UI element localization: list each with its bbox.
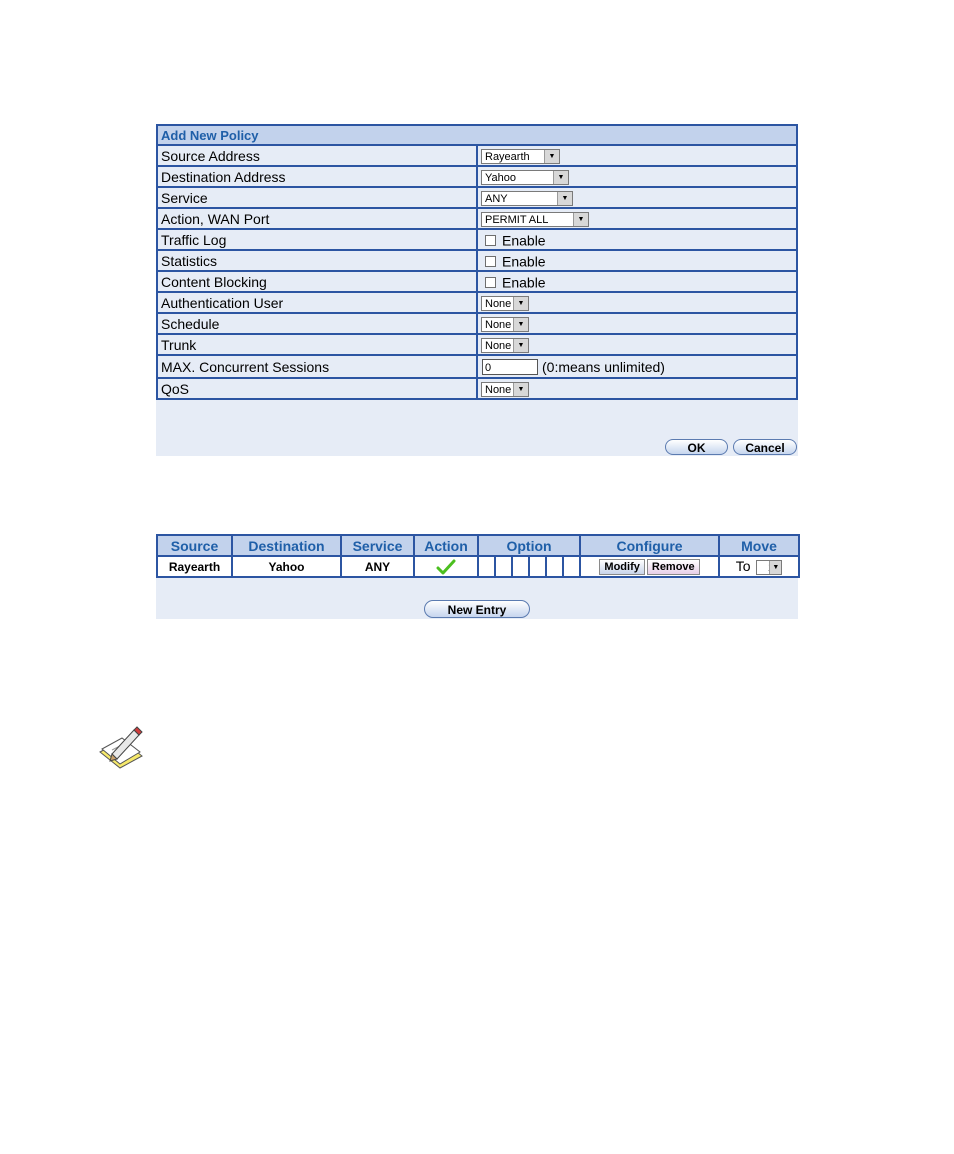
option-cell [512,556,529,577]
row-source: Rayearth [157,556,232,577]
move-header: Move [719,535,799,556]
authentication-user-label: Authentication User [157,292,477,313]
chevron-down-icon: ▼ [513,383,528,396]
row-service [157,187,797,208]
qos-label: QoS [157,378,477,399]
policy-form-table [156,124,798,400]
option-cell [546,556,563,577]
new-entry-button[interactable]: New Entry [424,600,530,618]
qos-value: None [485,383,512,396]
option-cell [529,556,546,577]
chevron-down-icon: ▼ [513,339,528,352]
qos-select[interactable] [481,382,529,397]
content-blocking-enable-label: Enable [502,274,546,291]
row-traffic-log [157,229,797,250]
schedule-value: None [485,318,512,331]
row-max-sessions [157,355,797,378]
row-service: ANY [341,556,414,577]
action-wan-port-select[interactable] [481,212,589,227]
row-action-wan-port [157,208,797,229]
row-source-address [157,145,797,166]
destination-address-value: Yahoo [485,171,516,184]
modify-button[interactable]: Modify [599,559,644,575]
chevron-down-icon: ▼ [513,318,528,331]
schedule-select[interactable] [481,317,529,332]
trunk-select[interactable] [481,338,529,353]
destination-address-select[interactable] [481,170,569,185]
statistics-enable-label: Enable [502,253,546,270]
destination-header: Destination [232,535,341,556]
chevron-down-icon: ▼ [557,192,572,205]
trunk-value: None [485,339,512,352]
service-header: Service [341,535,414,556]
source-header: Source [157,535,232,556]
remove-button[interactable]: Remove [647,559,700,575]
policy-list-table [156,534,800,578]
row-schedule [157,313,797,334]
schedule-label: Schedule [157,313,477,334]
chevron-down-icon: ▼ [513,297,528,310]
move-to-label: To [735,558,751,575]
note-pencil-icon [98,726,144,770]
chevron-down-icon: ▼ [544,150,559,163]
option-cell [478,556,495,577]
traffic-log-label: Traffic Log [157,229,477,250]
source-address-label: Source Address [157,145,477,166]
max-sessions-hint: (0:means unlimited) [542,359,665,376]
cancel-button[interactable]: Cancel [733,439,797,455]
authentication-user-value: None [485,297,512,310]
move-position-select[interactable] [756,560,782,575]
option-cell [563,556,580,577]
action-wan-port-value: PERMIT ALL [485,213,549,226]
chevron-down-icon: ▼ [573,213,588,226]
max-sessions-input[interactable]: 0 [482,359,538,375]
statistics-label: Statistics [157,250,477,271]
option-header: Option [478,535,580,556]
configure-header: Configure [580,535,719,556]
source-address-value: Rayearth [485,150,530,163]
service-select[interactable] [481,191,573,206]
list-header-row [157,535,799,556]
service-label: Service [157,187,477,208]
add-new-policy-form [156,124,798,456]
content-blocking-label: Content Blocking [157,271,477,292]
chevron-down-icon: ▼ [769,561,781,574]
content-blocking-checkbox[interactable] [485,277,496,288]
source-address-select[interactable] [481,149,560,164]
chevron-down-icon: ▼ [553,171,568,184]
table-row [157,556,799,577]
option-cell [495,556,512,577]
destination-address-label: Destination Address [157,166,477,187]
row-content-blocking [157,271,797,292]
max-sessions-label: MAX. Concurrent Sessions [157,355,477,378]
row-trunk [157,334,797,355]
action-wan-port-label: Action, WAN Port [157,208,477,229]
trunk-label: Trunk [157,334,477,355]
row-statistics [157,250,797,271]
row-destination: Yahoo [232,556,341,577]
service-value: ANY [485,192,508,205]
statistics-checkbox[interactable] [485,256,496,267]
traffic-log-checkbox[interactable] [485,235,496,246]
green-check-icon [436,559,456,575]
row-authentication-user [157,292,797,313]
form-title: Add New Policy [157,125,797,145]
policy-list [156,534,798,619]
action-header: Action [414,535,478,556]
row-qos [157,378,797,399]
row-destination-address [157,166,797,187]
traffic-log-enable-label: Enable [502,232,546,249]
authentication-user-select[interactable] [481,296,529,311]
ok-button[interactable]: OK [665,439,728,455]
